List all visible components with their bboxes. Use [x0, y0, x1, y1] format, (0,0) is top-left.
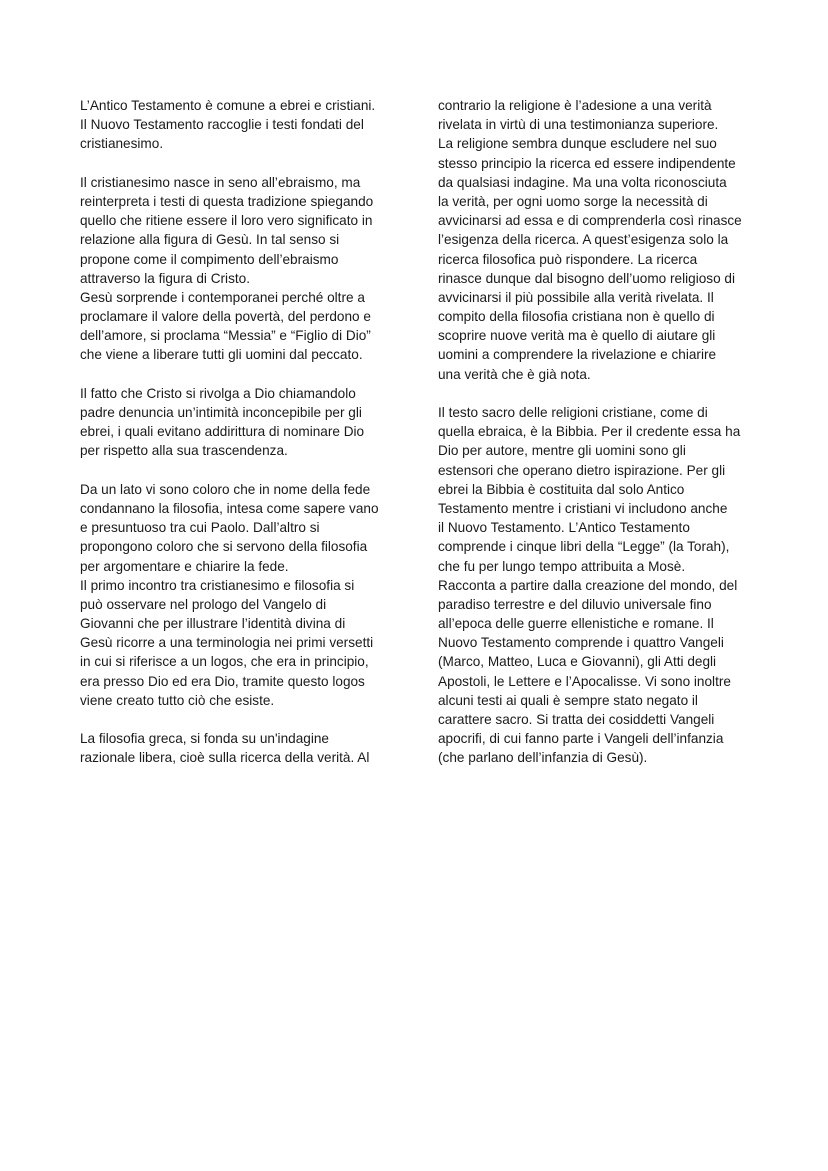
text-line: rinasce dunque dal bisogno dell’uomo religioso di: [438, 270, 735, 286]
text-line: relazione alla figura di Gesù. In tal senso si: [80, 232, 340, 248]
text-line: propongono coloro che si servono della filosofia: [80, 539, 368, 555]
paragraph-religione: [438, 96, 754, 384]
text-line: La religione sembra dunque escludere nel suo: [438, 136, 717, 152]
text-line: comprende i cinque libri della “Legge” (la Torah),: [438, 539, 730, 555]
text-line: (Marco, Matteo, Luca e Giovanni), gli Atti degli: [438, 654, 717, 670]
text-line: Il Nuovo Testamento raccoglie i testi fondati del: [80, 117, 364, 133]
text-line: alcuni testi ai quali è sempre stato negato il: [438, 692, 698, 708]
text-line: Il primo incontro tra cristianesimo e filosofia si: [80, 577, 355, 593]
text-line: dell’amore, si proclama “Messia” e “Figlio di Dio”: [80, 328, 371, 344]
paragraph-filosofia-greca: [80, 729, 398, 767]
text-line: quella ebraica, è la Bibbia. Per il credente essa ha: [438, 424, 741, 440]
text-line: razionale libera, cioè sulla ricerca della verità. Al: [80, 750, 370, 766]
text-line: era presso Dio ed era Dio, tramite questo logos: [80, 673, 365, 689]
right-column: [438, 96, 754, 768]
text-line: Il fatto che Cristo si rivolga a Dio chiamandolo: [80, 385, 356, 401]
text-line: che viene a liberare tutti gli uomini dal peccato.: [80, 347, 363, 363]
text-line: ebrei, i quali evitano addirittura di nominare Dio: [80, 424, 365, 440]
text-line: la verità, per ogni uomo sorge la necessità di: [438, 193, 708, 209]
text-line: Il cristianesimo nasce in seno all’ebraismo, ma: [80, 174, 361, 190]
text-line: il Nuovo Testamento. L’Antico Testamento: [438, 520, 690, 536]
paragraph-spacer: [80, 461, 398, 480]
text-line: padre denuncia un’intimità inconcepibile per gli: [80, 405, 362, 420]
text-line: per argomentare e chiarire la fede.: [80, 558, 289, 574]
text-line: reinterpreta i testi di questa tradizione spiegando: [80, 193, 374, 209]
text-line: può osservare nel prologo del Vangelo di: [80, 596, 327, 612]
text-line: ebrei la Bibbia è costituita dal solo Antico: [438, 481, 685, 497]
text-line: avvicinarsi ad essa e di comprenderla così rinasce: [438, 213, 742, 229]
text-line: attraverso la figura di Cristo.: [80, 270, 250, 286]
text-line: contrario la religione è l’adesione a una verità: [438, 98, 712, 113]
paragraph-spacer: [80, 710, 398, 729]
text-line: all’epoca delle guerre ellenistiche e romane. Il: [438, 616, 714, 632]
text-line: uomini a comprendere la rivelazione e chiarire: [438, 347, 717, 363]
text-line: per rispetto alla sua trascendenza.: [80, 443, 288, 459]
text-line: compito della filosofia cristiana non è quello di: [438, 309, 715, 325]
text-line: Dio per autore, mentre gli uomini sono gli: [438, 443, 686, 459]
text-line: rivelata in virtù di una testimonianza superiore.: [438, 117, 719, 133]
text-line: che fu per lungo tempo attribuita a Mosè.: [438, 558, 686, 574]
text-line: carattere sacro. Si tratta dei cosiddetti Vangeli: [438, 712, 715, 727]
text-line: Testamento mentre i cristiani vi includono anche: [438, 500, 728, 516]
text-line: Nuovo Testamento comprende i quattro Vangeli: [438, 635, 724, 651]
text-line: Gesù sorprende i contemporanei perché oltre a: [80, 289, 365, 305]
text-line: (che parlano dell’infanzia di Gesù).: [438, 750, 648, 766]
text-line: estensori che operano dietro ispirazione. Per gli: [438, 462, 726, 478]
text-line: Racconta a partire dalla creazione del mondo, del: [438, 577, 738, 593]
text-line: L’Antico Testamento è comune a ebrei e cristiani.: [80, 98, 376, 113]
text-line: paradiso terrestre e del diluvio universale fino: [438, 596, 712, 612]
text-line: Apostoli, le Lettere e l’Apocalisse. Vi sono inoltre: [438, 673, 731, 689]
text-line: proclamare il valore della povertà, del perdono e: [80, 309, 371, 325]
text-line: da qualsiasi indagine. Ma una volta riconosciuta: [438, 174, 727, 190]
paragraph-intro: [80, 96, 398, 154]
text-line: e presuntuoso tra cui Paolo. Dall’altro si: [80, 520, 320, 536]
text-line: condannano la filosofia, intesa come sapere vano: [80, 500, 379, 516]
text-line: l’esigenza della ricerca. A quest’esigenza solo la: [438, 232, 729, 248]
text-line: quello che ritiene essere il loro vero significato in: [80, 213, 373, 229]
text-line: viene creato tutto ciò che esiste.: [80, 692, 275, 708]
text-line: avvicinarsi il più possibile alla verità rivelata. Il: [438, 289, 714, 305]
text-line: stesso principio la ricerca ed essere indipendente: [438, 155, 736, 171]
paragraph-spacer: [80, 154, 398, 173]
text-line: propone come il compimento dell’ebraismo: [80, 251, 339, 267]
text-line: Gesù ricorre a una terminologia nei primi versetti: [80, 635, 374, 651]
paragraph-fede-filosofia: [80, 480, 398, 710]
text-line: in cui si riferisce a un logos, che era in principio,: [80, 654, 369, 670]
text-line: una verità che è già nota.: [438, 366, 591, 382]
paragraph-cristianesimo: [80, 173, 398, 365]
text-line: apocrifi, di cui fanno parte i Vangeli dell’infanzia: [438, 731, 724, 747]
text-line: scoprire nuove verità ma è quello di aiutare gli: [438, 328, 716, 344]
text-line: La filosofia greca, si fonda su un'indagine: [80, 731, 329, 747]
paragraph-spacer: [80, 365, 398, 384]
paragraph-spacer: [438, 384, 754, 403]
text-line: cristianesimo.: [80, 136, 164, 152]
paragraph-padre: [80, 384, 398, 461]
paragraph-bibbia: [438, 403, 754, 768]
text-line: Il testo sacro delle religioni cristiane, come di: [438, 405, 708, 420]
text-line: Da un lato vi sono coloro che in nome della fede: [80, 481, 371, 497]
text-line: ricerca filosofica può rispondere. La ricerca: [438, 251, 698, 267]
left-column: [80, 96, 398, 768]
text-line: Giovanni che per illustrare l’identità divina di: [80, 616, 346, 632]
